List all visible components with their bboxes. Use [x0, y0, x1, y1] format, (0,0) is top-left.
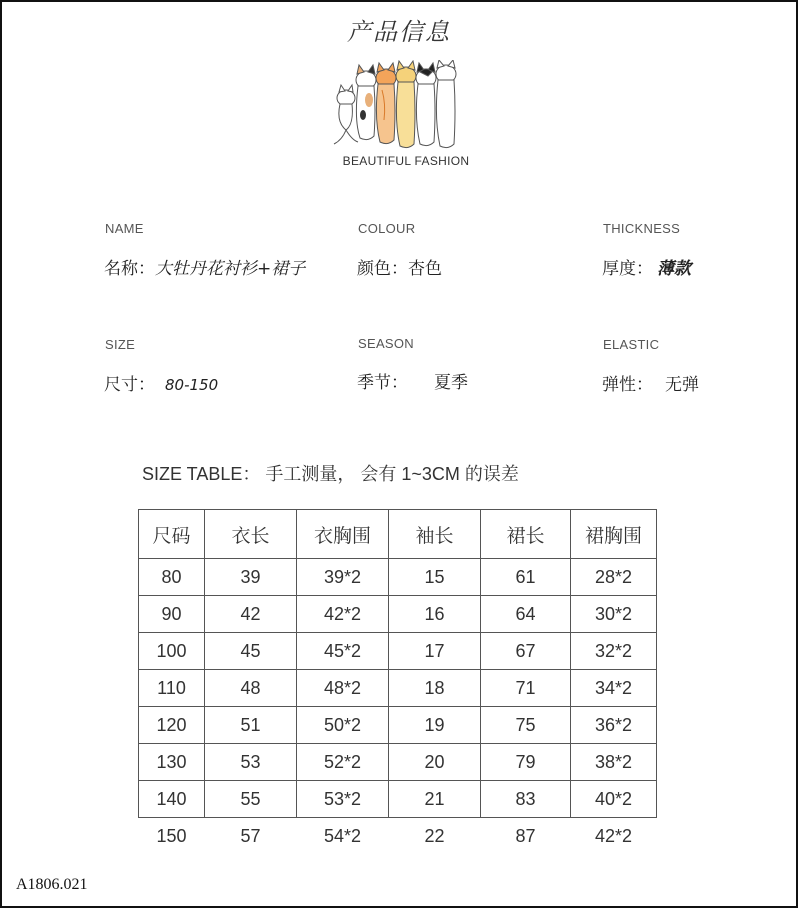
header-cell: 袖长 [389, 510, 481, 559]
table-cell: 52*2 [297, 744, 389, 781]
table-cell: 19 [389, 707, 481, 744]
table-cell: 30*2 [571, 596, 657, 633]
table-cell: 18 [389, 670, 481, 707]
table-cell: 42 [205, 596, 297, 633]
table-cell: 110 [139, 670, 205, 707]
elastic-field [602, 370, 699, 395]
table-cell: 51 [205, 707, 297, 744]
table-cell: 100 [139, 633, 205, 670]
colour-value: 杏色 [408, 259, 442, 279]
table-cell: 15 [389, 559, 481, 596]
brand-text: BEAUTIFUL FASHION [342, 154, 470, 168]
table-cell: 48 [205, 670, 297, 707]
season-field [357, 368, 468, 393]
table-cell: 45*2 [297, 633, 389, 670]
table-cell: 64 [481, 596, 571, 633]
header-cell: 衣长 [205, 510, 297, 559]
elastic-label: 弹性： [602, 375, 653, 395]
table-cell: 140 [139, 781, 205, 818]
thickness-value: 薄款 [657, 259, 691, 279]
thickness-caption: THICKNESS [603, 221, 681, 236]
table-cell: 16 [389, 596, 481, 633]
thickness-field [602, 254, 691, 279]
table-cell: 57 [240, 825, 261, 846]
table-header-row [139, 510, 657, 559]
table-row [139, 559, 657, 596]
table-cell: 54*2 [323, 825, 362, 846]
table-row [139, 818, 657, 855]
table-cell: 79 [481, 744, 571, 781]
table-cell: 130 [139, 744, 205, 781]
size-value: 80-150 [165, 376, 219, 394]
name-caption: NAME [105, 221, 144, 236]
table-cell: 53*2 [297, 781, 389, 818]
table-cell: 45 [205, 633, 297, 670]
table-cell: 21 [389, 781, 481, 818]
header-cell: 衣胸围 [297, 510, 389, 559]
table-cell: 67 [481, 633, 571, 670]
table-cell: 36*2 [571, 707, 657, 744]
page-title: 产品信息 [347, 18, 451, 46]
table-cell: 32*2 [571, 633, 657, 670]
size-table [138, 509, 657, 854]
table-cell: 34*2 [571, 670, 657, 707]
season-value: 夏季 [434, 373, 468, 393]
name-label: 名称： [104, 259, 155, 279]
table-cell: 17 [389, 633, 481, 670]
table-cell: 48*2 [297, 670, 389, 707]
table-cell: 90 [139, 596, 205, 633]
table-cell: 20 [389, 744, 481, 781]
table-cell: 87 [515, 825, 536, 846]
table-row [139, 596, 657, 633]
size-label: 尺寸： [104, 375, 155, 395]
header-cell: 尺码 [139, 510, 205, 559]
table-row [139, 633, 657, 670]
season-caption: SEASON [358, 336, 414, 351]
size-field [104, 370, 218, 395]
table-cell: 22 [424, 825, 445, 846]
table-cell: 42*2 [297, 596, 389, 633]
table-cell: 75 [481, 707, 571, 744]
season-label: 季节： [357, 373, 408, 393]
name-value: 大牡丹花衬衫+裙子 [155, 259, 306, 279]
header-cell: 裙长 [481, 510, 571, 559]
table-cell: 61 [481, 559, 571, 596]
table-row [139, 744, 657, 781]
table-cell: 42*2 [594, 825, 633, 846]
product-code: A1806.021 [16, 876, 88, 893]
table-cell: 53 [205, 744, 297, 781]
elastic-value: 无弹 [665, 375, 699, 395]
table-cell: 40*2 [571, 781, 657, 818]
colour-caption: COLOUR [358, 221, 416, 236]
table-row [139, 707, 657, 744]
table-cell: 50*2 [297, 707, 389, 744]
header-cell: 裙胸围 [571, 510, 657, 559]
table-cell: 39*2 [297, 559, 389, 596]
table-cell: 39 [205, 559, 297, 596]
table-cell: 71 [481, 670, 571, 707]
table-cell: 150 [156, 825, 187, 846]
table-cell: 120 [139, 707, 205, 744]
thickness-label: 厚度： [602, 259, 653, 279]
table-cell: 28*2 [571, 559, 657, 596]
colour-label: 颜色： [357, 259, 408, 279]
name-field [104, 254, 305, 279]
table-cell: 38*2 [571, 744, 657, 781]
table-cell: 83 [481, 781, 571, 818]
size-caption: SIZE [105, 337, 136, 352]
elastic-caption: ELASTIC [603, 337, 660, 352]
table-cell: 55 [205, 781, 297, 818]
colour-field [357, 254, 442, 279]
table-cell: 80 [139, 559, 205, 596]
table-row [139, 670, 657, 707]
size-table-title: SIZE TABLE： 手工测量， 会有 1~3CM 的误差 [142, 464, 519, 484]
table-row [139, 781, 657, 818]
